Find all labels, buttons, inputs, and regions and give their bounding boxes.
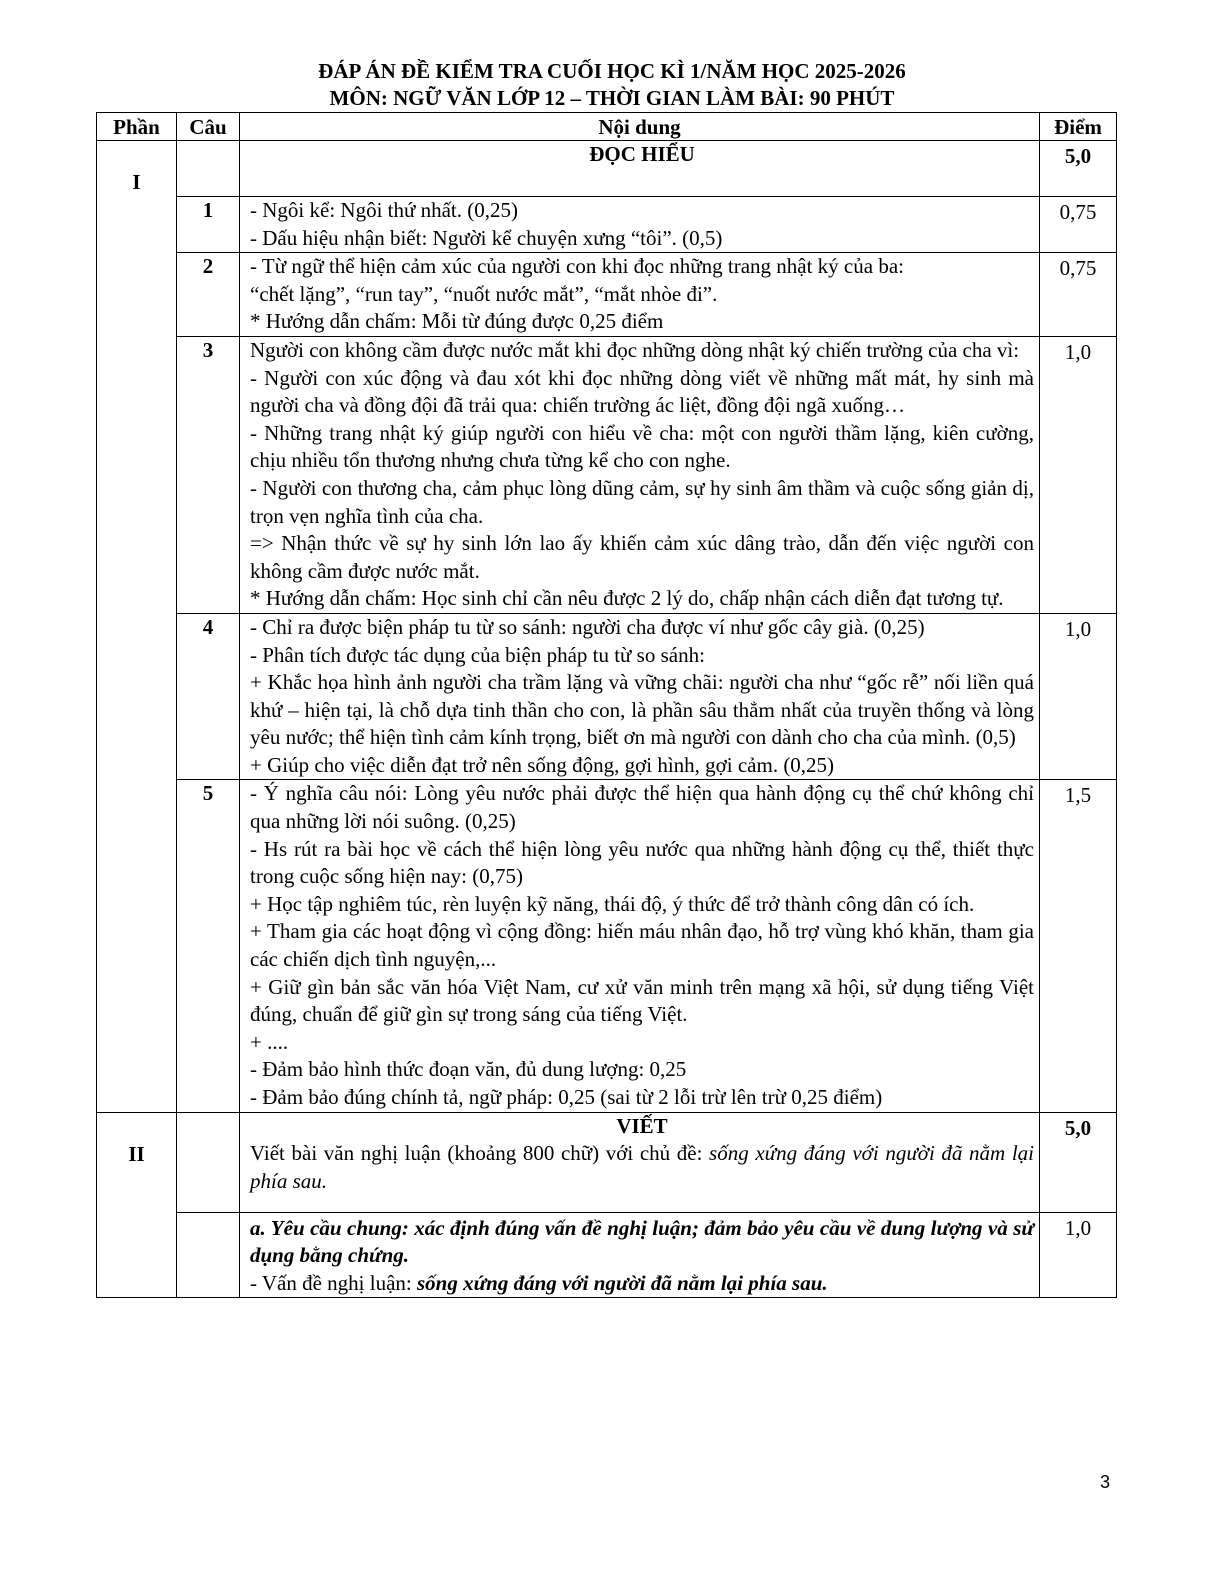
section-title-cell [240, 1112, 1040, 1212]
page-title [0, 58, 1224, 112]
part-cell [97, 1212, 177, 1298]
answer-score: 0,75 [1040, 253, 1117, 337]
answer-content: - Từ ngữ thể hiện cảm xúc của người con khi đọc những trang nhật ký của ba: “chết lặng”, “run tay”, “nuốt nước mắt”, “mắt nhòe đi”. * Hướng dẫn chấm: Mỗi từ đúng được 0,25 điểm [240, 253, 1040, 337]
question-cell [177, 1212, 240, 1298]
header-content: Nội dung [240, 113, 1040, 141]
section-score: 5,0 [1040, 1112, 1117, 1212]
question-number: 4 [177, 613, 240, 780]
header-question: Câu [177, 113, 240, 141]
table-row [97, 1212, 1117, 1298]
title-line-2: MÔN: NGỮ VĂN LỚP 12 – THỜI GIAN LÀM BÀI: 90 PHÚT [329, 86, 895, 110]
section-title: VIẾT [616, 1113, 668, 1138]
question-number: 3 [177, 336, 240, 613]
table-row [97, 780, 1117, 1112]
answer-content: - Ý nghĩa câu nói: Lòng yêu nước phải được thể hiện qua hành động cụ thể chứ không chỉ qua những lời nói suông. (0,25) - Hs rút ra bài học về cách thể hiện lòng yêu nước qua những hành động cụ thể, thiết thực trong cuộc sống hiện nay: (0,75) + Học tập nghiêm túc, rèn luyện kỹ năng, thái độ, ý thức để trở thành công dân có ích. + Tham gia các hoạt động vì cộng đồng: hiến máu nhân đạo, hỗ trợ vùng khó khăn, tham gia các chiến dịch tình nguyện,... + Giữ gìn bản sắc văn hóa Việt Nam, cư xử văn minh trên mạng xã hội, sử dụng tiếng Việt đúng, chuẩn để giữ gìn sự trong sáng của tiếng Việt. + .... - Đảm bảo hình thức đoạn văn, đủ dung lượng: 0,25 - Đảm bảo đúng chính tả, ngữ pháp: 0,25 (sai từ 2 lỗi trừ lên trừ 0,25 điểm) [240, 780, 1040, 1112]
table-row [97, 1112, 1117, 1212]
question-cell [177, 1112, 240, 1212]
question-number: 5 [177, 780, 240, 1112]
table-row [97, 253, 1117, 337]
part-label: II [97, 1112, 177, 1212]
table-row [97, 613, 1117, 780]
answer-score: 1,0 [1040, 1212, 1117, 1298]
table-row [97, 141, 1117, 197]
page-number: 3 [1099, 1472, 1110, 1492]
requirement-issue: - Vấn đề nghị luận: sống xứng đáng với người đã nằm lại phía sau. [250, 1270, 828, 1295]
answer-score: 1,0 [1040, 613, 1117, 780]
header-part: Phần [97, 113, 177, 141]
table-row [97, 336, 1117, 613]
question-number: 1 [177, 197, 240, 253]
answer-content: Người con không cầm được nước mắt khi đọc những dòng nhật ký chiến trường của cha vì: - Người con xúc động và đau xót khi đọc những dòng viết về những mất mát, hy sinh mà người cha và đồng đội đã trải qua: chiến trường ác liệt, đồng đội ngã xuống… - Những trang nhật ký giúp người con hiểu về cha: một con người thầm lặng, kiên cường, chịu nhiều tổn thương nhưng chưa từng kể cho con nghe. - Người con thương cha, cảm phục lòng dũng cảm, sự hy sinh âm thầm và cuộc sống giản dị, trọn vẹn nghĩa tình của cha. => Nhận thức về sự hy sinh lớn lao ấy khiến cảm xúc dâng trào, dẫn đến việc người con không cầm được nước mắt. * Hướng dẫn chấm: Học sinh chỉ cần nêu được 2 lý do, chấp nhận cách diễn đạt tương tự. [240, 336, 1040, 613]
answer-key-table [96, 112, 1117, 1298]
answer-score: 0,75 [1040, 197, 1117, 253]
writing-prompt: Viết bài văn nghị luận (khoảng 800 chữ) với chủ đề: sống xứng đáng với người đã nằm lại phía sau. [250, 1141, 1034, 1193]
section-score: 5,0 [1040, 141, 1117, 197]
title-line-1: ĐÁP ÁN ĐỀ KIỂM TRA CUỐI HỌC KÌ 1/NĂM HỌC 2025-2026 [318, 59, 906, 83]
answer-content [240, 1212, 1040, 1298]
section-title: ĐỌC HIỂU [589, 142, 695, 166]
section-title-cell [240, 141, 1040, 197]
answer-content: - Ngôi kể: Ngôi thứ nhất. (0,25) - Dấu hiệu nhận biết: Người kể chuyện xưng “tôi”. (0,5) [240, 197, 1040, 253]
requirement-title: a. Yêu cầu chung: xác định đúng vấn đề nghị luận; đảm bảo yêu cầu về dung lượng và sử dụng bằng chứng. [250, 1215, 1034, 1268]
question-number: 2 [177, 253, 240, 337]
answer-score: 1,0 [1040, 336, 1117, 613]
table-row [97, 197, 1117, 253]
table-header-row [97, 113, 1117, 141]
part-label: I [97, 141, 177, 1113]
question-cell [177, 141, 240, 197]
header-score: Điểm [1040, 113, 1117, 141]
answer-score: 1,5 [1040, 780, 1117, 1112]
answer-content: - Chỉ ra được biện pháp tu từ so sánh: người cha được ví như gốc cây già. (0,25) - Phân tích được tác dụng của biện pháp tu từ so sánh: + Khắc họa hình ảnh người cha trầm lặng và vững chãi: người cha như “gốc rễ” nối liền quá khứ – hiện tại, là chỗ dựa tinh thần cho con, là phần sâu thẳm nhất của truyền thống và lòng yêu nước; thể hiện tình cảm kính trọng, biết ơn mà người con dành cho cha của mình. (0,5) + Giúp cho việc diễn đạt trở nên sống động, gợi hình, gợi cảm. (0,25) [240, 613, 1040, 780]
